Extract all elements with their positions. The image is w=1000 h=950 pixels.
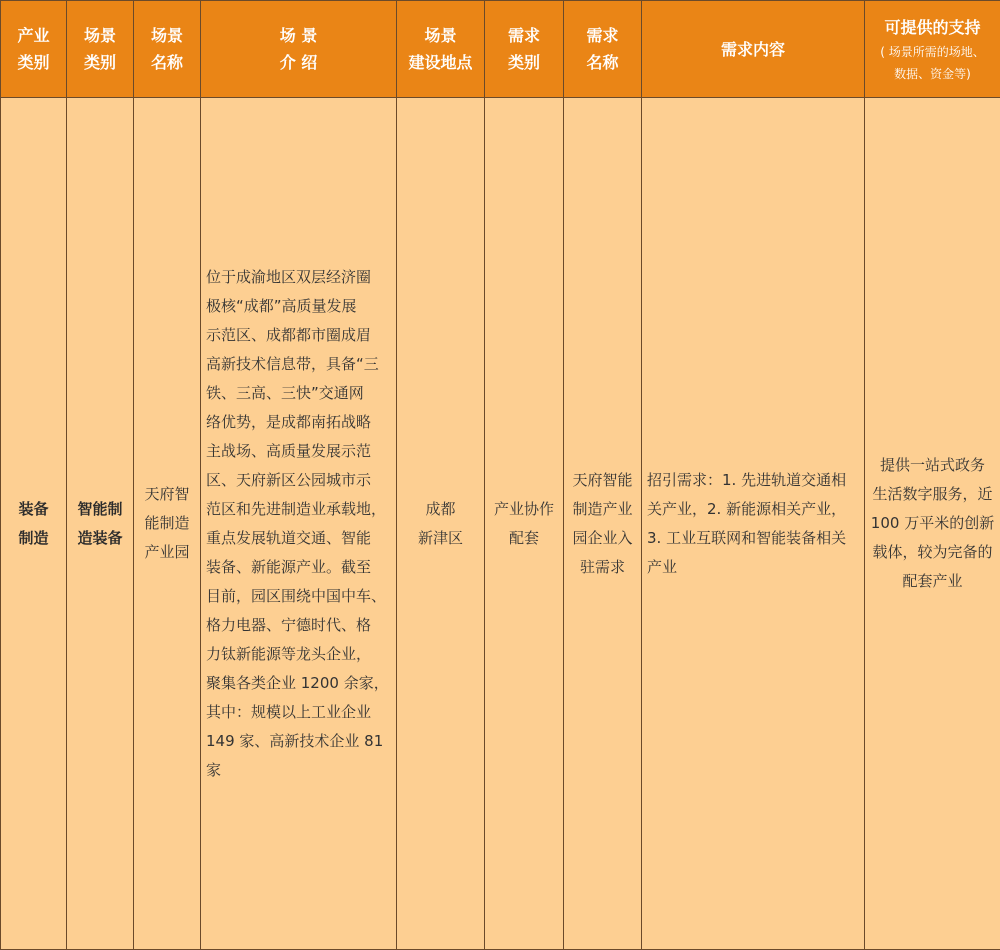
table-row <box>1 98 1000 950</box>
text-line: 产业 <box>17 26 50 45</box>
text-line: 制造 <box>18 528 49 547</box>
text-line: 提供一站式政务 <box>879 456 985 474</box>
header-industry-category <box>1 1 67 98</box>
text-line: 驻需求 <box>579 557 625 576</box>
text-line: 天府智 <box>144 485 190 503</box>
text-line: 位于成渝地区双层经济圈 <box>206 267 372 286</box>
text-line: 极核“成都”高质量发展 <box>206 296 357 315</box>
text-line: 示范区、成都都市圈成眉 <box>206 325 372 344</box>
text-line: 配套产业 <box>902 572 963 590</box>
text-line: 场景 <box>150 26 183 45</box>
text-line: 家 <box>206 760 222 779</box>
text-line: 制造产业 <box>572 499 633 518</box>
cell-support <box>865 98 1000 950</box>
header-scene-intro <box>201 1 397 98</box>
text-line: ( 场景所需的场地、 <box>880 44 985 59</box>
header-location <box>397 1 485 98</box>
text-line: 建设地点 <box>408 53 473 72</box>
text-line: 天府智能 <box>572 470 633 489</box>
text-line: 需求 <box>507 26 540 45</box>
cell-scene-category <box>67 98 134 950</box>
text-line: 能制造 <box>144 514 190 532</box>
text-line: 场景 <box>424 26 457 45</box>
text-line: 类别 <box>17 53 50 72</box>
text-line: 产业协作 <box>493 499 554 518</box>
text-line: 配套 <box>508 528 539 547</box>
text-line: 介 绍 <box>279 53 318 72</box>
text-line: 载体，较为完备的 <box>872 543 993 561</box>
text-line: 主战场、高质量发展示范 <box>206 441 372 460</box>
text-line: 区、天府新区公园城市示 <box>206 470 372 489</box>
header-row <box>1 1 1000 98</box>
text-line: 招引需求：1. 先进轨道交通相 <box>647 470 847 489</box>
text-line: 铁、三高、三快”交通网 <box>206 383 364 402</box>
cell-scene-intro <box>201 98 397 950</box>
text-line: 类别 <box>83 53 116 72</box>
text-line: 名称 <box>586 53 619 72</box>
text-line: 生活数字服务，近 <box>872 485 993 503</box>
text-line: 范区和先进制造业承载地， <box>206 499 387 518</box>
text-line: 数据、资金等) <box>894 66 971 81</box>
header-support-subtitle <box>865 41 1000 85</box>
header-support-title <box>865 14 1000 41</box>
text-line: 名称 <box>150 53 183 72</box>
cell-scene-name <box>134 98 201 950</box>
text-line: 络优势，是成都南拓战略 <box>206 412 372 431</box>
header-demand-content <box>642 1 865 98</box>
text-line: 需求内容 <box>720 39 785 59</box>
text-line: 需求 <box>586 26 619 45</box>
text-line: 聚集各类企业 1200 余家， <box>206 673 389 692</box>
text-line: 智能制 <box>77 499 123 518</box>
text-line: 造装备 <box>77 528 123 547</box>
text-line: 新津区 <box>417 528 463 547</box>
text-line: 其中：规模以上工业企业 <box>206 702 372 721</box>
text-line: 关产业，2. 新能源相关产业， <box>647 499 847 518</box>
text-line: 场景 <box>83 26 116 45</box>
cell-location <box>397 98 485 950</box>
header-demand-category <box>485 1 564 98</box>
text-line: 成都 <box>425 499 456 518</box>
cell-demand-name <box>564 98 642 950</box>
header-demand-name <box>564 1 642 98</box>
text-line: 3. 工业互联网和智能装备相关 <box>647 528 847 547</box>
text-line: 类别 <box>507 53 540 72</box>
cell-demand-content <box>642 98 865 950</box>
text-line: 可提供的支持 <box>884 17 981 37</box>
text-line: 装备 <box>18 499 49 518</box>
text-line: 场 景 <box>279 26 318 45</box>
text-line: 格力电器、宁德时代、格 <box>206 615 372 634</box>
text-line: 149 家、高新技术企业 81 <box>206 731 384 750</box>
text-line: 力钛新能源等龙头企业， <box>206 644 372 663</box>
text-line: 产业园 <box>144 543 190 561</box>
header-scene-category <box>67 1 134 98</box>
header-support <box>865 1 1000 98</box>
cell-industry-category <box>1 98 67 950</box>
text-line: 园企业入 <box>572 528 633 547</box>
cell-demand-category <box>485 98 564 950</box>
header-scene-name <box>134 1 201 98</box>
text-line: 100 万平米的创新 <box>870 514 995 532</box>
text-line: 目前，园区围绕中国中车、 <box>206 586 387 605</box>
text-line: 装备、新能源产业。截至 <box>206 557 372 576</box>
text-line: 高新技术信息带，具备“三 <box>206 354 379 373</box>
text-line: 重点发展轨道交通、智能 <box>206 528 372 547</box>
text-line: 产业 <box>647 557 678 576</box>
